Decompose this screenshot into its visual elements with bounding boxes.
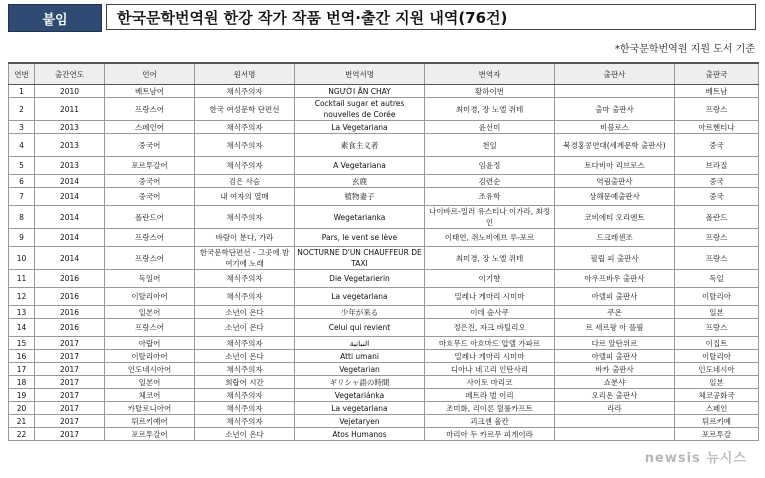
table-cell: 프랑스: [675, 247, 759, 270]
table-cell: 천일: [425, 134, 555, 157]
column-header: 연번: [9, 63, 35, 85]
table-cell: 이탈리아: [675, 288, 759, 306]
watermark-logo: newsis 뉴시스: [644, 451, 747, 466]
table-cell: 스페인어: [105, 121, 195, 134]
table-cell: 튀르키예어: [105, 415, 195, 428]
table-cell: 이탈리아: [675, 350, 759, 363]
table-cell: 베트남어: [105, 85, 195, 98]
table-cell: 소년이 온다: [195, 306, 295, 319]
table-cell: 2016: [35, 319, 105, 337]
table-cell: A Vegetariana: [295, 157, 425, 175]
table-row: [9, 306, 759, 319]
table-body: [9, 85, 759, 441]
table-cell: 르 세르팡 아 플륌: [555, 319, 675, 337]
table-row: [9, 402, 759, 415]
table-cell: 2017: [35, 376, 105, 389]
table-row: [9, 415, 759, 428]
table-cell: 코비에티 오리엔트: [555, 206, 675, 229]
table-cell: 밀레나 게마리 시미마: [425, 288, 555, 306]
column-header: 출판국: [675, 63, 759, 85]
table-cell: 카탈로니아어: [105, 402, 195, 415]
table-cell: 희랍어 시간: [195, 376, 295, 389]
table-cell: 12: [9, 288, 35, 306]
table-cell: 라라: [555, 402, 675, 415]
table-cell: 채식주의자: [195, 363, 295, 376]
table-cell: 페트라 벌 이리: [425, 389, 555, 402]
table-row: [9, 247, 759, 270]
table-cell: 포르투갈: [675, 428, 759, 441]
table-cell: 사이토 마리코: [425, 376, 555, 389]
table-cell: 튀르키예: [675, 415, 759, 428]
table-cell: 윤선미: [425, 121, 555, 134]
table-cell: 프랑스어: [105, 319, 195, 337]
table-cell: 일본어: [105, 306, 195, 319]
table-cell: 다르 알탄위르: [555, 337, 675, 350]
table-cell: 2010: [35, 85, 105, 98]
table-cell: NOCTURNE D'UN CHAUFFEUR DE TAXI: [295, 247, 425, 270]
table-cell: 최미경, 장 노엘 쥐테: [425, 98, 555, 121]
table-row: [9, 121, 759, 134]
table-cell: 체코어: [105, 389, 195, 402]
table-row: [9, 134, 759, 157]
table-cell: 밀레나 게마리 시미마: [425, 350, 555, 363]
table-cell: 인도네시아: [675, 363, 759, 376]
table-cell: 상해문예출판사: [555, 188, 675, 206]
table-cell: 김련순: [425, 175, 555, 188]
table-cell: 2014: [35, 229, 105, 247]
table-cell: 이집트: [675, 337, 759, 350]
table-cell: 10: [9, 247, 35, 270]
table-cell: Die Vegetarierin: [295, 270, 425, 288]
column-header: 출간연도: [35, 63, 105, 85]
table-cell: 11: [9, 270, 35, 288]
table-cell: 17: [9, 363, 35, 376]
table-cell: 5: [9, 157, 35, 175]
table-cell: 2017: [35, 337, 105, 350]
table-cell: 드크레센조: [555, 229, 675, 247]
table-cell: 아르헨티나: [675, 121, 759, 134]
table-cell: 2013: [35, 121, 105, 134]
table-cell: Pars, le vent se lève: [295, 229, 425, 247]
table-cell: 植物妻子: [295, 188, 425, 206]
table-cell: 2016: [35, 288, 105, 306]
table-cell: 쿠온: [555, 306, 675, 319]
table-cell: ギリシャ語の時間: [295, 376, 425, 389]
table-row: [9, 288, 759, 306]
table-cell: 브라질: [675, 157, 759, 175]
table-cell: 폴란드어: [105, 206, 195, 229]
table-cell: 少年が来る: [295, 306, 425, 319]
table-cell: Vejetaryen: [295, 415, 425, 428]
table-row: [9, 319, 759, 337]
table-cell: 2017: [35, 389, 105, 402]
table-row: [9, 389, 759, 402]
table-cell: [555, 428, 675, 441]
table-cell: 일본: [675, 306, 759, 319]
table-cell: 이탈리아어: [105, 350, 195, 363]
table-cell: 2013: [35, 157, 105, 175]
document-title: 한국문학번역원 한강 작가 작품 번역·출간 지원 내역(76건): [106, 4, 756, 30]
table-cell: 프랑스: [675, 98, 759, 121]
table-cell: النباتية: [295, 337, 425, 350]
table-cell: 임윤정: [425, 157, 555, 175]
table-cell: La vegetariana: [295, 288, 425, 306]
table-cell: Celui qui revient: [295, 319, 425, 337]
table-cell: Atti umani: [295, 350, 425, 363]
table-cell: 독일: [675, 270, 759, 288]
table-cell: 소년이 온다: [195, 319, 295, 337]
table-cell: Vegetariánka: [295, 389, 425, 402]
table-cell: 2017: [35, 428, 105, 441]
table-cell: 일본어: [105, 376, 195, 389]
table-cell: 2014: [35, 206, 105, 229]
table-cell: 필립 피 출판사: [555, 247, 675, 270]
table-cell: Atos Humanos: [295, 428, 425, 441]
table-cell: 중국: [675, 188, 759, 206]
table-cell: 이기향: [425, 270, 555, 288]
table-cell: 素食主义者: [295, 134, 425, 157]
table-cell: 4: [9, 134, 35, 157]
table-row: [9, 157, 759, 175]
table-cell: 20: [9, 402, 35, 415]
table-cell: 일본: [675, 376, 759, 389]
attachment-badge: 붙임: [8, 4, 102, 32]
table-cell: La Vegetariana: [295, 121, 425, 134]
column-header: 원서명: [195, 63, 295, 85]
column-header: 언어: [105, 63, 195, 85]
table-cell: 소년이 온다: [195, 428, 295, 441]
table-cell: 채식주의자: [195, 270, 295, 288]
table-cell: 중국어: [105, 175, 195, 188]
table-header-row: [9, 63, 759, 85]
table-row: [9, 363, 759, 376]
table-cell: 채식주의자: [195, 389, 295, 402]
table-cell: 채식주의자: [195, 134, 295, 157]
table-cell: 이데 슌사쿠: [425, 306, 555, 319]
table-cell: 폴란드: [675, 206, 759, 229]
table-cell: 바카 출판사: [555, 363, 675, 376]
table-cell: 인도네시아어: [105, 363, 195, 376]
table-cell: 21: [9, 415, 35, 428]
table-cell: 포르투갈어: [105, 157, 195, 175]
table-cell: 玄鹿: [295, 175, 425, 188]
table-cell: 포르투갈어: [105, 428, 195, 441]
table-cell: 오리온 출판사: [555, 389, 675, 402]
table-cell: 2013: [35, 134, 105, 157]
table-cell: 채식주의자: [195, 206, 295, 229]
table-cell: 최미경, 장 노엘 쥐테: [425, 247, 555, 270]
table-cell: 마리아 두 카르무 피게이라: [425, 428, 555, 441]
table-row: [9, 270, 759, 288]
table-cell: 채식주의자: [195, 157, 295, 175]
table-cell: 15: [9, 337, 35, 350]
table-cell: 채식주의자: [195, 402, 295, 415]
table-row: [9, 206, 759, 229]
table-row: [9, 229, 759, 247]
table-cell: 출마 출판사: [555, 98, 675, 121]
table-cell: 중국어: [105, 134, 195, 157]
table-cell: 2011: [35, 98, 105, 121]
table-cell: 중국: [675, 175, 759, 188]
table-cell: 내 여자의 열매: [195, 188, 295, 206]
table-cell: 아델피 출판사: [555, 350, 675, 363]
table-cell: 중국: [675, 134, 759, 157]
table-cell: 2016: [35, 270, 105, 288]
table-cell: 프랑스어: [105, 247, 195, 270]
table-cell: 2014: [35, 175, 105, 188]
table-cell: 토다비아 리브로스: [555, 157, 675, 175]
table-row: [9, 85, 759, 98]
table-cell: 소년이 온다: [195, 350, 295, 363]
table-cell: 1: [9, 85, 35, 98]
table-cell: Wegetarianka: [295, 206, 425, 229]
table-row: [9, 376, 759, 389]
table-cell: 22: [9, 428, 35, 441]
table-cell: 2017: [35, 402, 105, 415]
table-cell: 정은진, 자크 바틸리오: [425, 319, 555, 337]
table-cell: 바람이 분다, 가라: [195, 229, 295, 247]
table-cell: 역림출판사: [555, 175, 675, 188]
table-cell: 괴크셴 율칸: [425, 415, 555, 428]
table-cell: 한국 여성문학 단편선: [195, 98, 295, 121]
table-cell: 검은 사슴: [195, 175, 295, 188]
table-cell: NGƯỜI ĂN CHAY: [295, 85, 425, 98]
table-cell: 2014: [35, 188, 105, 206]
table-cell: 2014: [35, 247, 105, 270]
table-cell: 한국문학단편선 - 그곳에 밤 여기에 노래: [195, 247, 295, 270]
table-cell: [555, 415, 675, 428]
table-cell: 독일어: [105, 270, 195, 288]
table-cell: 이태연, 쥐노비에브 루-포르: [425, 229, 555, 247]
table-cell: Vegetarian: [295, 363, 425, 376]
table-cell: 프랑스어: [105, 98, 195, 121]
table-cell: 프랑스어: [105, 229, 195, 247]
table-cell: 2017: [35, 363, 105, 376]
table-cell: 체코공화국: [675, 389, 759, 402]
column-header: 번역서명: [295, 63, 425, 85]
table-cell: 비블로스: [555, 121, 675, 134]
source-note: *한국문학번역원 지원 도서 기준: [614, 44, 755, 55]
table-cell: 아우프바우 출판사: [555, 270, 675, 288]
table-cell: 채식주의자: [195, 288, 295, 306]
header: [8, 4, 758, 32]
table-cell: 2: [9, 98, 35, 121]
table-row: [9, 98, 759, 121]
table-row: [9, 428, 759, 441]
table-cell: 쇼분샤: [555, 376, 675, 389]
table-cell: 스페인: [675, 402, 759, 415]
table-cell: 채식주의자: [195, 85, 295, 98]
table-cell: 북경홍콩연대(세계문학 출판사): [555, 134, 675, 157]
table-cell: 황하이번: [425, 85, 555, 98]
table-cell: [555, 85, 675, 98]
translation-support-table: [8, 62, 759, 441]
table-cell: 채식주의자: [195, 121, 295, 134]
table-cell: 아랍어: [105, 337, 195, 350]
table-cell: 아델피 출판사: [555, 288, 675, 306]
column-header: 번역자: [425, 63, 555, 85]
table-cell: 채식주의자: [195, 415, 295, 428]
table-cell: 프랑스: [675, 319, 759, 337]
table-cell: 중국어: [105, 188, 195, 206]
table-cell: La vegetariana: [295, 402, 425, 415]
table-cell: 8: [9, 206, 35, 229]
table-cell: 채식주의자: [195, 337, 295, 350]
table-row: [9, 350, 759, 363]
table-cell: 조미화, 리이론 릴룰카프트: [425, 402, 555, 415]
table-cell: 조유학: [425, 188, 555, 206]
column-header: 출판사: [555, 63, 675, 85]
table-cell: 프랑스: [675, 229, 759, 247]
table-cell: 13: [9, 306, 35, 319]
table-row: [9, 337, 759, 350]
table-cell: 6: [9, 175, 35, 188]
table-cell: 베트남: [675, 85, 759, 98]
table-cell: 7: [9, 188, 35, 206]
table-cell: Cocktail sugar et autres nouvelles de Corée: [295, 98, 425, 121]
table-row: [9, 188, 759, 206]
table-cell: 디아나 네고리 인탄사리: [425, 363, 555, 376]
table-cell: 2017: [35, 415, 105, 428]
table-cell: 14: [9, 319, 35, 337]
table-cell: 9: [9, 229, 35, 247]
table-row: [9, 175, 759, 188]
table-cell: 3: [9, 121, 35, 134]
table-cell: 16: [9, 350, 35, 363]
table-cell: 마흐무드 아흐마드 압델 가파르: [425, 337, 555, 350]
table-cell: 19: [9, 389, 35, 402]
table-cell: 2016: [35, 306, 105, 319]
table-cell: 2017: [35, 350, 105, 363]
table-cell: 나이바르-밀러 유스티나 이가라, 최정인: [425, 206, 555, 229]
table-cell: 이탈리아어: [105, 288, 195, 306]
table-cell: 18: [9, 376, 35, 389]
